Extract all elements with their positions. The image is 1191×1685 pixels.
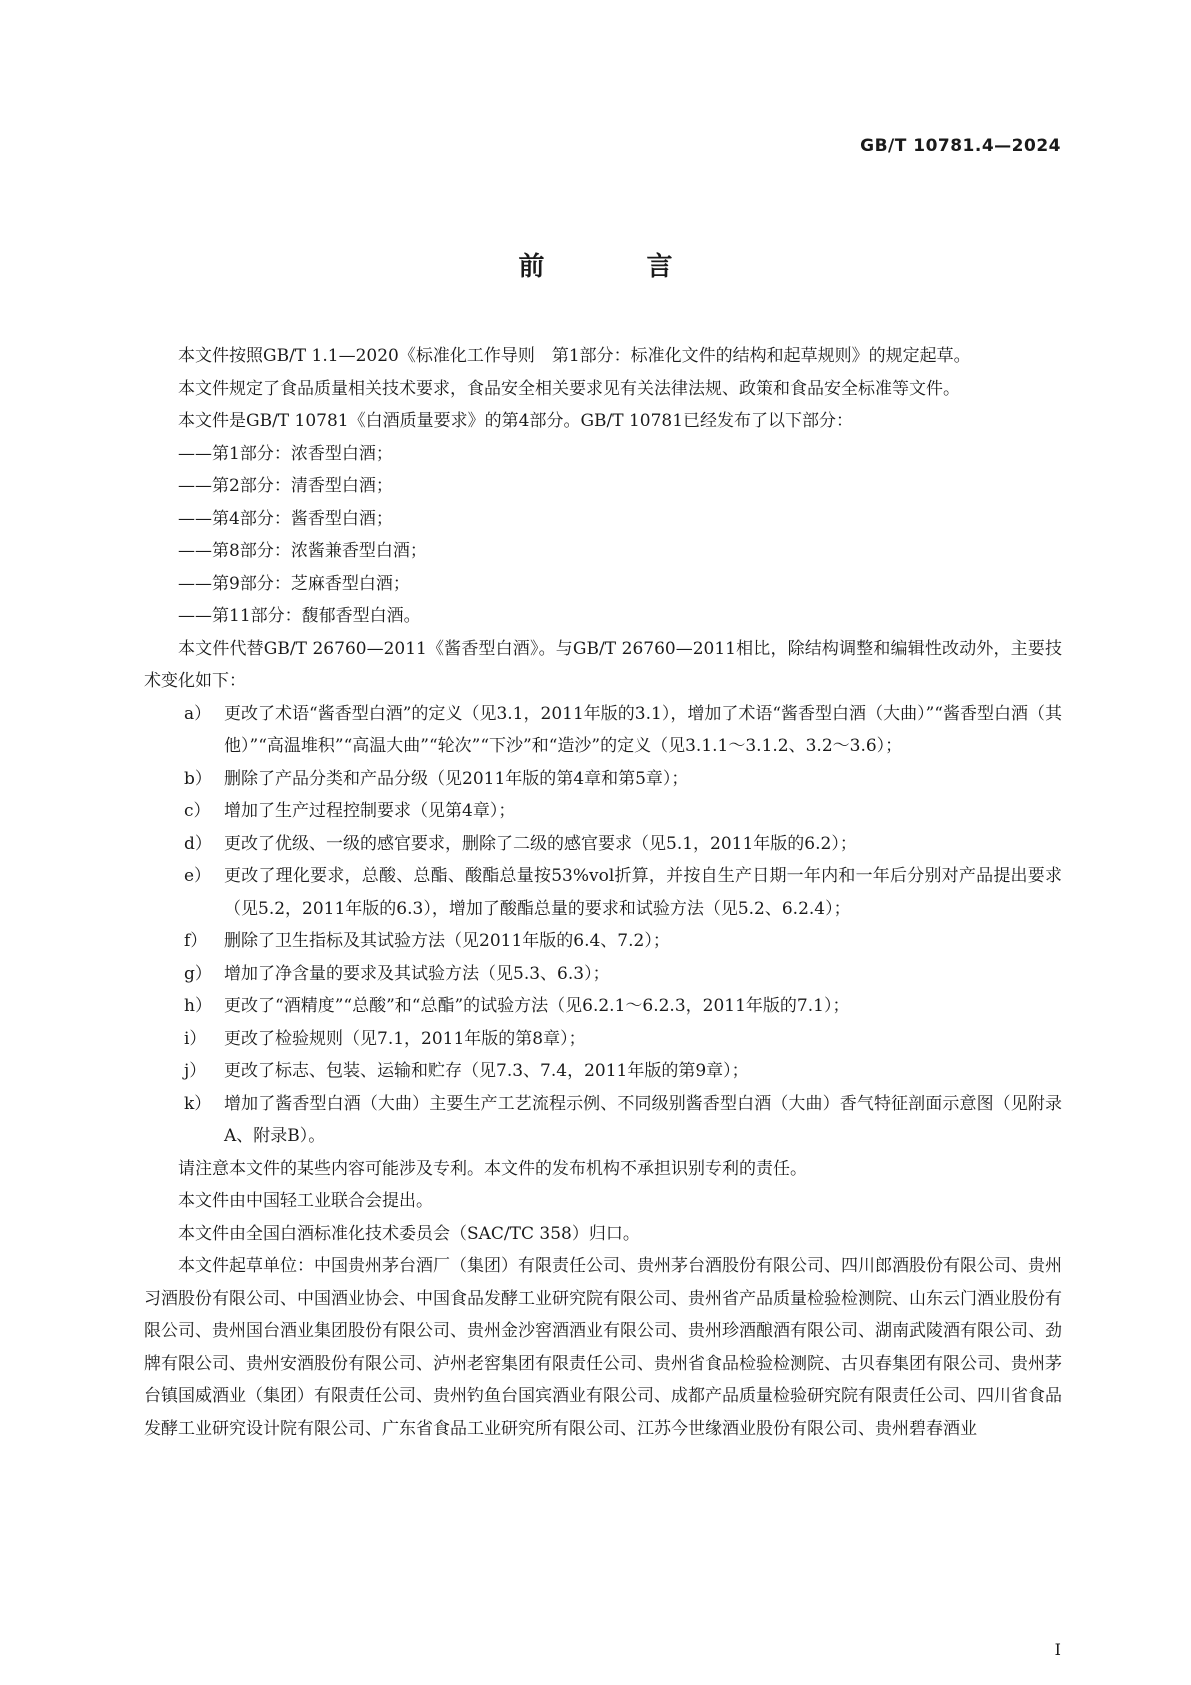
- change-label: h）: [184, 996, 212, 1016]
- change-label: k）: [184, 1093, 212, 1114]
- change-label: f）: [184, 931, 208, 951]
- change-item: [184, 1055, 1062, 1088]
- change-item: [184, 860, 1062, 925]
- part-list-item: ——第9部分：芝麻香型白酒；: [178, 573, 410, 594]
- change-text: 更改了“酒精度”“总酸”和“总酯”的试验方法（见6.2.1～6.2.3，2011年版的7.1）；: [224, 996, 850, 1016]
- change-text: 更改了术语“酱香型白酒”的定义（见3.1，2011年版的3.1），增加了术语“酱香型白酒（大曲）”“酱香型白酒（其他）”“高温堆积”“高温大曲”“轮次”“下沙”和“造沙”的定义（见3.1.1～3.1.2、3.2～3.6）；: [224, 703, 1062, 756]
- change-label: i）: [184, 1028, 207, 1049]
- change-label: g）: [184, 963, 212, 984]
- part-list-item: ——第11部分：馥郁香型白酒。: [178, 606, 421, 626]
- change-item: [184, 925, 1062, 958]
- paragraph-proposer: 本文件由中国轻工业联合会提出。: [178, 1191, 433, 1211]
- paragraph-patent-notice: 请注意本文件的某些内容可能涉及专利。本文件的发布机构不承担识别专利的责任。: [178, 1158, 807, 1179]
- change-item: [184, 698, 1062, 763]
- part-list-item: ——第4部分：酱香型白酒；: [178, 508, 393, 529]
- paragraph-drafting-units: 本文件起草单位：中国贵州茅台酒厂（集团）有限责任公司、贵州茅台酒股份有限公司、四川郎酒股份有限公司、贵州习酒股份有限公司、中国酒业协会、中国食品发酵工业研究院有限公司、贵州省产品质量检验检测院、山东云门酒业股份有限公司、贵州国台酒业集团股份有限公司、贵州金沙窖酒酒业有限公司、贵州珍酒酿酒有限公司、湖南武陵酒有限公司、劲牌有限公司、贵州安酒股份有限公司、泸州老窖集团有限责任公司、贵州省食品检验检测院、古贝春集团有限公司、贵州茅台镇国威酒业（集团）有限责任公司、贵州钓鱼台国宾酒业有限公司、成都产品质量检验研究院有限责任公司、四川省食品发酵工业研究设计院有限公司、广东省食品工业研究所有限公司、江苏今世缘酒业股份有限公司、贵州碧春酒业: [144, 1256, 1062, 1439]
- change-label: a）: [184, 703, 212, 724]
- change-text: 删除了产品分类和产品分级（见2011年版的第4章和第5章）；: [224, 768, 689, 789]
- change-label: d）: [184, 833, 212, 854]
- change-text: 更改了理化要求，总酸、总酯、酸酯总量按53%vol折算，并按自生产日期一年内和一年后分别对产品提出要求（见5.2，2011年版的6.3），增加了酸酯总量的要求和试验方法（见5.2、6.2.4）；: [224, 866, 1062, 919]
- standard-code: GB/T 10781.4—2024: [860, 136, 1061, 156]
- change-text: 更改了优级、一级的感官要求，删除了二级的感官要求（见5.1，2011年版的6.2）；: [224, 833, 857, 854]
- page-number: I: [1054, 1640, 1061, 1659]
- paragraph-scope: 本文件规定了食品质量相关技术要求，食品安全相关要求见有关法律法规、政策和食品安全标准等文件。: [178, 378, 960, 399]
- paragraph-technical-committee: 本文件由全国白酒标准化技术委员会（SAC/TC 358）归口。: [178, 1223, 640, 1244]
- change-label: c）: [184, 801, 211, 821]
- change-item: [184, 990, 1062, 1023]
- change-text: 增加了酱香型白酒（大曲）主要生产工艺流程示例、不同级别酱香型白酒（大曲）香气特征剖面示意图（见附录A、附录B）。: [224, 1093, 1062, 1146]
- change-label: e）: [184, 866, 212, 886]
- change-label: b）: [184, 768, 212, 789]
- change-text: 更改了标志、包装、运输和贮存（见7.3、7.4，2011年版的第9章）；: [224, 1061, 749, 1081]
- change-label: j）: [184, 1061, 207, 1081]
- change-item: [184, 958, 1062, 991]
- change-text: 删除了卫生指标及其试验方法（见2011年版的6.4、7.2）；: [224, 931, 670, 951]
- part-list-item: ——第8部分：浓酱兼香型白酒；: [178, 541, 427, 561]
- paragraph-replacement: 本文件代替GB/T 26760—2011《酱香型白酒》。与GB/T 26760—2011相比，除结构调整和编辑性改动外，主要技术变化如下：: [144, 638, 1062, 691]
- part-list-item: ——第1部分：浓香型白酒；: [178, 443, 393, 464]
- part-list-item: ——第2部分：清香型白酒；: [178, 476, 393, 496]
- change-item: [184, 795, 1062, 828]
- change-item: [184, 763, 1062, 796]
- change-item: [184, 1023, 1062, 1056]
- change-item: [184, 1088, 1062, 1153]
- paragraph-drafting-rule: 本文件按照GB/T 1.1—2020《标准化工作导则 第1部分：标准化文件的结构和起草规则》的规定起草。: [178, 346, 971, 366]
- paragraph-parts-intro: 本文件是GB/T 10781《白酒质量要求》的第4部分。GB/T 10781已经发布了以下部分：: [178, 411, 854, 431]
- change-item: [184, 828, 1062, 861]
- page-title: 前 言: [518, 252, 711, 282]
- change-text: 更改了检验规则（见7.1，2011年版的第8章）；: [224, 1028, 586, 1049]
- foreword-content: [144, 340, 1062, 1445]
- change-text: 增加了净含量的要求及其试验方法（见5.3、6.3）；: [224, 963, 610, 984]
- change-text: 增加了生产过程控制要求（见第4章）；: [224, 801, 516, 821]
